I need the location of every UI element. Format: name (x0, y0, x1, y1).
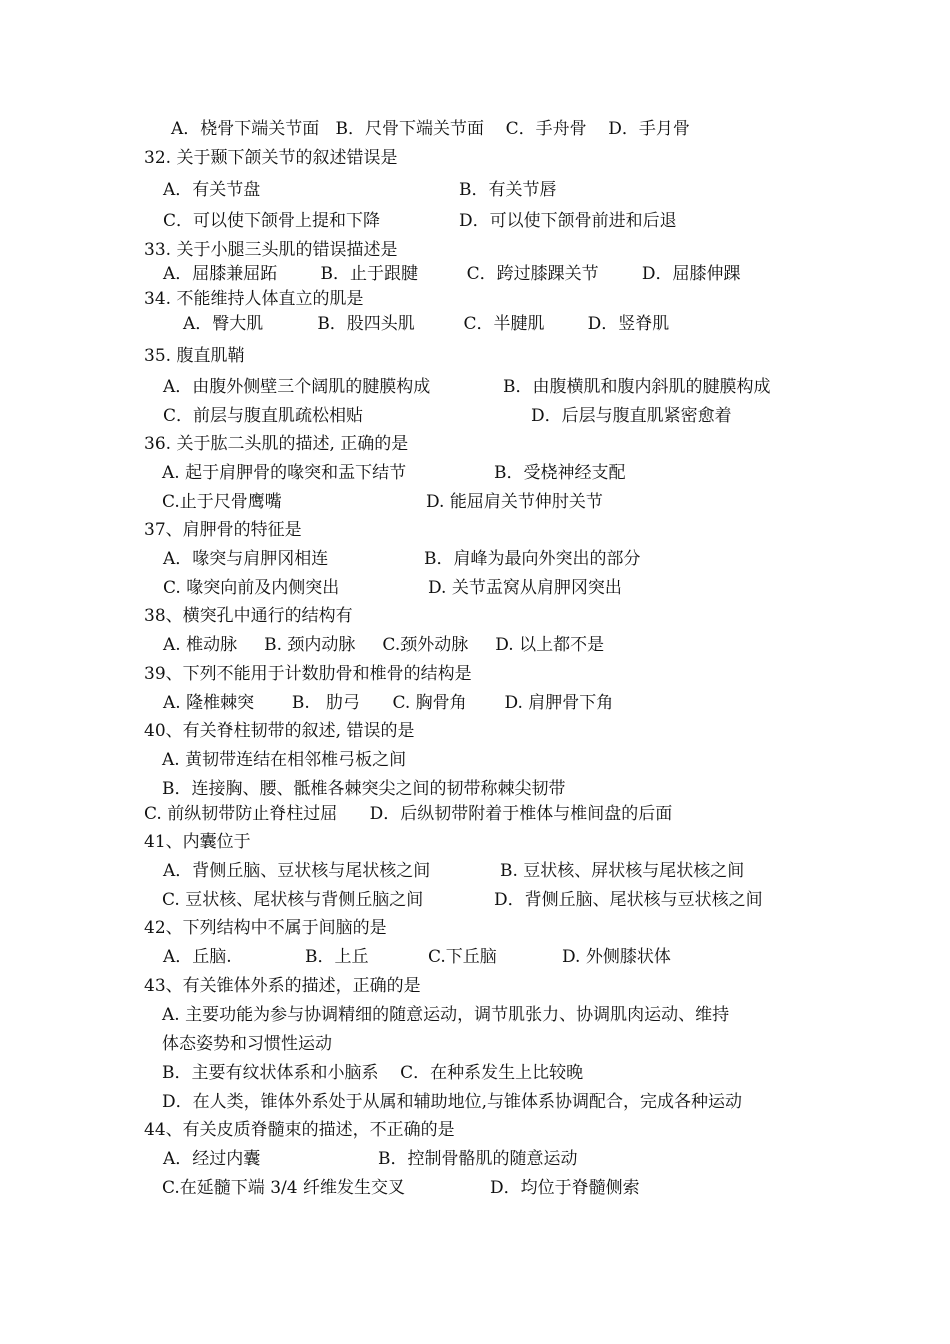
q33-stem: 33. 关于小腿三头肌的错误描述是 (144, 240, 398, 260)
q35-stem: 35. 腹直肌鞘 (144, 346, 245, 366)
q37-option-a: A．喙突与肩胛冈相连 (163, 549, 329, 569)
q43-stem: 43、有关锥体外系的描述，正确的是 (144, 976, 421, 996)
q40-option-a: A. 黄韧带连结在相邻椎弓板之间 (162, 750, 407, 770)
q36-stem: 36. 关于肱二头肌的描述, 正确的是 (144, 434, 409, 454)
q32-option-b: B．有关节唇 (459, 180, 557, 200)
q41-stem: 41、内囊位于 (144, 832, 251, 852)
q32-stem: 32. 关于颞下颌关节的叙述错误是 (144, 148, 398, 168)
q44-option-a: A．经过内囊 (163, 1149, 261, 1169)
q36-option-a: A. 起于肩胛骨的喙突和盂下结节 (162, 463, 407, 483)
q44-option-d: D．均位于脊髓侧索 (490, 1178, 640, 1198)
q35-option-b: B．由腹横肌和腹内斜肌的腱膜构成 (503, 377, 771, 397)
q31-options: A．桡骨下端关节面 B．尺骨下端关节面 C．手舟骨 D．手月骨 (171, 119, 690, 139)
q42-option-c: C.下丘脑 (428, 947, 497, 967)
q40-stem: 40、有关脊柱韧带的叙述, 错误的是 (144, 721, 415, 741)
q37-option-c: C. 喙突向前及内侧突出 (163, 578, 340, 598)
q43-option-a: A. 主要功能为参与协调精细的随意运动，调节肌张力、协调肌肉运动、维持 (162, 1005, 730, 1025)
q32-option-c: C．可以使下颌骨上提和下降 (163, 211, 381, 231)
q36-option-b: B．受桡神经支配 (494, 463, 626, 483)
q34-stem: 34. 不能维持人体直立的肌是 (144, 289, 364, 309)
q33-options: A．屈膝兼屈跖 B．止于跟腱 C．跨过膝踝关节 D．屈膝伸踝 (163, 264, 741, 284)
q43-options-bc: B．主要有纹状体系和小脑系 C．在种系发生上比较晚 (162, 1063, 584, 1083)
q37-stem: 37、肩胛骨的特征是 (144, 520, 302, 540)
q41-option-c: C. 豆状核、尾状核与背侧丘脑之间 (162, 890, 424, 910)
q44-option-b: B．控制骨骼肌的随意运动 (378, 1149, 578, 1169)
q35-option-d: D．后层与腹直肌紧密愈着 (531, 406, 732, 426)
q37-option-b: B．肩峰为最向外突出的部分 (424, 549, 641, 569)
q35-option-c: C．前层与腹直肌疏松相贴 (163, 406, 364, 426)
q38-options: A. 椎动脉 B. 颈内动脉 C.颈外动脉 D. 以上都不是 (163, 635, 605, 655)
q43-option-d: D．在人类，锥体外系处于从属和辅助地位,与锥体系协调配合，完成各种运动 (162, 1092, 743, 1112)
q44-option-c: C.在延髓下端 3/4 纤维发生交叉 (162, 1178, 405, 1198)
q42-stem: 42、下列结构中不属于间脑的是 (144, 918, 387, 938)
q38-stem: 38、横突孔中通行的结构有 (144, 606, 353, 626)
q43-option-a-cont: 体态姿势和习惯性运动 (162, 1034, 332, 1054)
q39-stem: 39、下列不能用于计数肋骨和椎骨的结构是 (144, 664, 472, 684)
q35-option-a: A．由腹外侧壁三个阔肌的腱膜构成 (163, 377, 431, 397)
q41-option-b: B. 豆状核、屏状核与尾状核之间 (500, 861, 745, 881)
q36-option-c: C.止于尺骨鹰嘴 (162, 492, 282, 512)
q42-option-a: A．丘脑. (163, 947, 232, 967)
q36-option-d: D. 能屈肩关节伸肘关节 (426, 492, 603, 512)
q40-option-b: B．连接胸、腰、骶椎各棘突尖之间的韧带称棘尖韧带 (162, 779, 566, 799)
q32-option-a: A．有关节盘 (163, 180, 261, 200)
q44-stem: 44、有关皮质脊髓束的描述，不正确的是 (144, 1120, 455, 1140)
q42-option-d: D. 外侧膝状体 (562, 947, 671, 967)
q39-options: A. 隆椎棘突 B. 肋弓 C. 胸骨角 D. 肩胛骨下角 (163, 693, 614, 713)
q41-option-a: A．背侧丘脑、豆状核与尾状核之间 (163, 861, 431, 881)
q34-options: A．臀大肌 B．股四头肌 C．半腱肌 D．竖脊肌 (183, 314, 670, 334)
q40-options-cd: C. 前纵韧带防止脊柱过屈 D．后纵韧带附着于椎体与椎间盘的后面 (144, 804, 673, 824)
q42-option-b: B．上丘 (305, 947, 369, 967)
q32-option-d: D．可以使下颌骨前进和后退 (459, 211, 677, 231)
q41-option-d: D．背侧丘脑、尾状核与豆状核之间 (494, 890, 763, 910)
q37-option-d: D. 关节盂窝从肩胛冈突出 (428, 578, 622, 598)
